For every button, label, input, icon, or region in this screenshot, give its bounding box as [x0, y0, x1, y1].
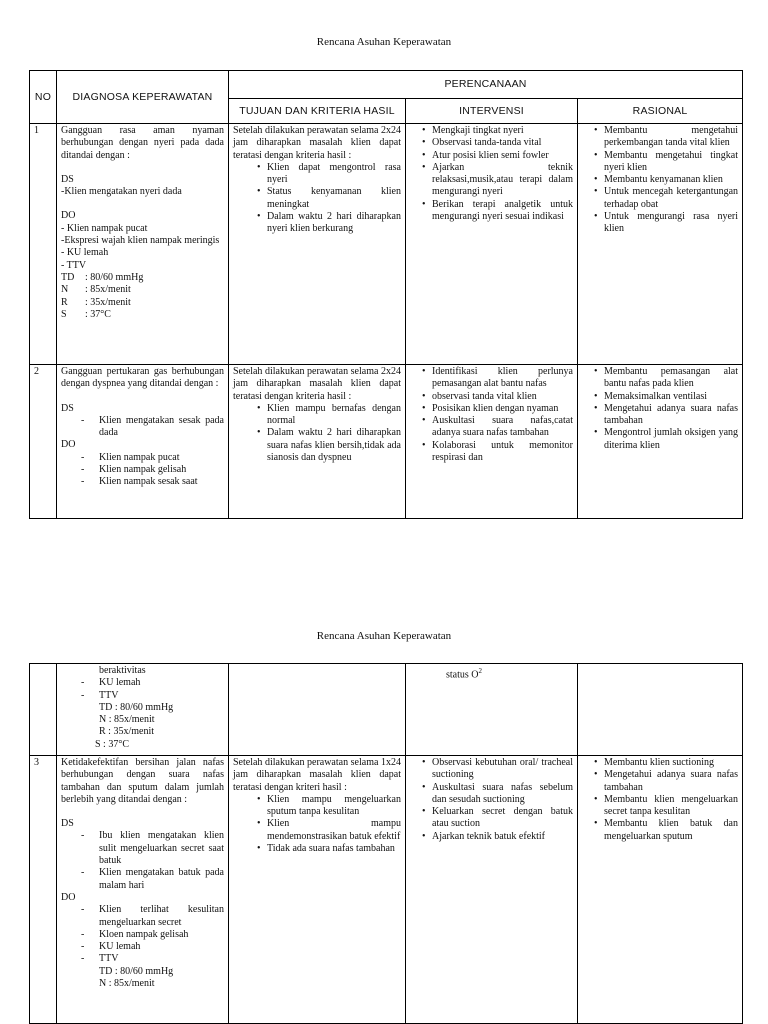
tujuan-intro: Setelah dilakukan perawatan selama 2x24 jam diharapkan masalah klien dapat teratasi dengan kriteria hasil :	[233, 366, 401, 402]
ttv-value: : 37°C	[85, 308, 111, 320]
tujuan-cell	[229, 664, 406, 756]
ds-label: DS	[61, 173, 74, 185]
list-item: - Ibu klien mengatakan klien sulit mengeluarkan secret saat batuk	[99, 830, 224, 867]
tujuan-cell	[229, 124, 406, 365]
list-item: • Identifikasi klien perlunya pemasangan alat bantu nafas	[432, 366, 573, 391]
diagnosa-cell	[57, 365, 229, 519]
list-item: - Klien mengatakan batuk pada malam hari	[99, 867, 224, 892]
list-item: • Klien mampu bernafas dengan normal	[267, 403, 401, 428]
ttv-line: N : 85x/menit	[99, 714, 155, 726]
ttv-key: S	[61, 308, 67, 320]
list-item: • Posisikan klien dengan nyaman	[432, 403, 573, 415]
ttv-values	[61, 272, 224, 321]
list-item: • Auskultasi suara nafas sebelum dan sesudah suctioning	[432, 782, 573, 807]
diagnosa-text: Gangguan rasa aman nyaman berhubungan dengan nyeri pada dada ditandai dengan :	[61, 125, 224, 161]
ttv-line: TD : 80/60 mmHg	[99, 965, 174, 977]
list-item: • Mengontrol jumlah oksigen yang diterima klien	[604, 427, 738, 452]
list-item: • Dalam waktu 2 hari diharapkan nyeri klien berkurang	[267, 211, 401, 236]
header-diagnosa: DIAGNOSA KEPERAWATAN	[57, 71, 229, 124]
list-item: - Klien nampak sesak saat	[99, 476, 224, 488]
rasional-cell	[578, 756, 743, 1024]
row-number: 1	[30, 124, 57, 365]
diagnosa-cell	[57, 124, 229, 365]
header-rasional: RASIONAL	[578, 99, 743, 124]
table-row	[30, 124, 743, 365]
continued-text: beraktivitas	[99, 665, 146, 676]
ttv-value: : 80/60 mmHg	[85, 271, 144, 283]
list-item: - KU lemah	[99, 941, 224, 953]
list-item: • Membantu mengetahui perkembangan tanda vital klien	[604, 125, 738, 150]
ttv-line: N : 85x/menit	[99, 978, 155, 990]
list-item: • Membantu mengetahui tingkat nyeri klien	[604, 150, 738, 175]
intervensi-cell	[406, 124, 578, 365]
subscript-2: 2	[478, 667, 482, 675]
intervensi-cell	[406, 365, 578, 519]
list-item: • Ajarkan teknik relaksasi,musik,atau terapi dalam mengurangi nyeri	[432, 162, 573, 199]
intervensi-continued	[410, 665, 573, 682]
do-line: - Klien nampak pucat	[61, 222, 148, 234]
care-plan-table-1	[29, 70, 743, 519]
intervensi-cell	[406, 756, 578, 1024]
list-item: • Observasi tanda-tanda vital	[432, 137, 573, 149]
list-item: • Status kenyamanan klien meningkat	[267, 186, 401, 211]
list-item: • Auskultasi suara nafas,catat adanya suara nafas tambahan	[432, 415, 573, 440]
page-title: Rencana Asuhan Keperawatan	[316, 36, 452, 48]
do-label: DO	[61, 439, 76, 451]
row-number	[30, 664, 57, 756]
table-row	[30, 664, 743, 756]
list-item: • Observasi kebutuhan oral/ tracheal suctioning	[432, 757, 573, 782]
list-item: • Mengetahui adanya suara nafas tambahan	[604, 769, 738, 794]
table-row	[30, 756, 743, 1024]
list-item: • Memaksimalkan ventilasi	[604, 391, 738, 403]
ttv-key: R	[61, 296, 68, 308]
ttv-value: : 35x/menit	[85, 296, 131, 308]
list-item: • Membantu klien batuk dan mengeluarkan sputum	[604, 818, 738, 843]
diagnosa-text: Ketidakefektifan bersihan jalan nafas berhubungan dengan suara nafas tambahan dan sputum dalam jumlah berlebih yang ditandai dengan :	[61, 757, 224, 805]
ttv-value: : 85x/menit	[85, 284, 131, 296]
ttv-line: TD : 80/60 mmHg	[99, 701, 174, 713]
list-item: • Untuk mencegah ketergantungan terhadap obat	[604, 186, 738, 211]
ds-label: DS	[61, 402, 74, 414]
list-item: • Membantu klien suctioning	[604, 757, 738, 769]
list-item: • observasi tanda vital klien	[432, 391, 573, 403]
list-item: • Kolaborasi untuk memonitor respirasi dan	[432, 440, 573, 465]
care-plan-table-2	[29, 663, 743, 1024]
ttv-line: R : 35x/menit	[99, 726, 154, 738]
header-tujuan: TUJUAN DAN KRITERIA HASIL	[229, 99, 406, 124]
intervensi-cell	[406, 664, 578, 756]
diagnosa-cell	[57, 664, 229, 756]
header-intervensi: INTERVENSI	[406, 99, 578, 124]
list-item: • Klien mampu mendemonstrasikan batuk efektif	[267, 818, 401, 843]
list-item: • Klien dapat mengontrol rasa nyeri	[267, 162, 401, 187]
rasional-cell	[578, 664, 743, 756]
intervensi-text: status O	[446, 669, 479, 681]
header-no: NO	[30, 71, 57, 124]
tujuan-intro: Setelah dilakukan perawatan selama 2x24 jam diharapkan masalah klien dapat teratasi dengan kriteria hasil :	[233, 125, 401, 161]
diagnosa-cell	[57, 756, 229, 1024]
tujuan-intro: Setelah dilakukan perawatan selama 1x24 jam diharapkan masalah klien dapat teratasi dengan kriteri hasil :	[233, 757, 401, 793]
list-item: • Mengetahui adanya suara nafas tambahan	[604, 403, 738, 428]
tujuan-cell	[229, 365, 406, 519]
list-item: - KU lemah	[99, 677, 224, 689]
list-item: - Kloen nampak gelisah	[99, 929, 224, 941]
list-item: • Tidak ada suara nafas tambahan	[267, 843, 401, 855]
list-item: • Klien mampu mengeluarkan sputum tanpa kesulitan	[267, 794, 401, 819]
rasional-cell	[578, 124, 743, 365]
do-line: -Ekspresi wajah klien nampak meringis	[61, 235, 220, 247]
list-item: • Mengkaji tingkat nyeri	[432, 125, 573, 137]
list-item: • Membantu pemasangan alat bantu nafas pada klien	[604, 366, 738, 391]
ds-text: -Klien mengatakan nyeri dada	[61, 186, 182, 198]
list-item: • Atur posisi klien semi fowler	[432, 150, 573, 162]
list-item: - Klien mengatakan sesak pada dada	[99, 415, 224, 440]
header-perencanaan: PERENCANAAN	[229, 71, 743, 99]
list-item: • Berikan terapi analgetik untuk mengurangi nyeri sesuai indikasi	[432, 199, 573, 224]
do-line: - KU lemah	[61, 247, 109, 259]
tujuan-cell	[229, 756, 406, 1024]
list-item: • Dalam waktu 2 hari diharapkan suara nafas klien bersih,tidak ada sianosis dan dyspneu	[267, 427, 401, 464]
list-item: - Klien nampak pucat	[99, 452, 224, 464]
do-label: DO	[61, 891, 76, 903]
table-row	[30, 365, 743, 519]
rasional-cell	[578, 365, 743, 519]
do-line: - TTV	[61, 259, 87, 271]
list-item: - Klien terlihat kesulitan mengeluarkan secret	[99, 904, 224, 929]
ttv-key: TD	[61, 271, 75, 283]
list-item: • Membantu klien mengeluarkan secret tanpa kesulitan	[604, 794, 738, 819]
list-item: • Membantu kenyamanan klien	[604, 174, 738, 186]
ttv-key: N	[61, 284, 69, 296]
list-item: - TTV	[99, 953, 224, 965]
list-item: • Keluarkan secret dengan batuk atau suction	[432, 806, 573, 831]
row-number: 2	[30, 365, 57, 519]
row-number: 3	[30, 756, 57, 1024]
list-item: - TTV	[99, 690, 224, 702]
ttv-line: S : 37°C	[95, 738, 130, 750]
ds-label: DS	[61, 818, 74, 830]
do-label: DO	[61, 210, 76, 222]
diagnosa-text: Gangguan pertukaran gas berhubungan dengan dyspnea yang ditandai dengan :	[61, 366, 224, 390]
list-item: • Untuk mengurangi rasa nyeri klien	[604, 211, 738, 236]
list-item: - Klien nampak gelisah	[99, 464, 224, 476]
page-title: Rencana Asuhan Keperawatan	[316, 630, 452, 642]
list-item: • Ajarkan teknik batuk efektif	[432, 831, 573, 843]
